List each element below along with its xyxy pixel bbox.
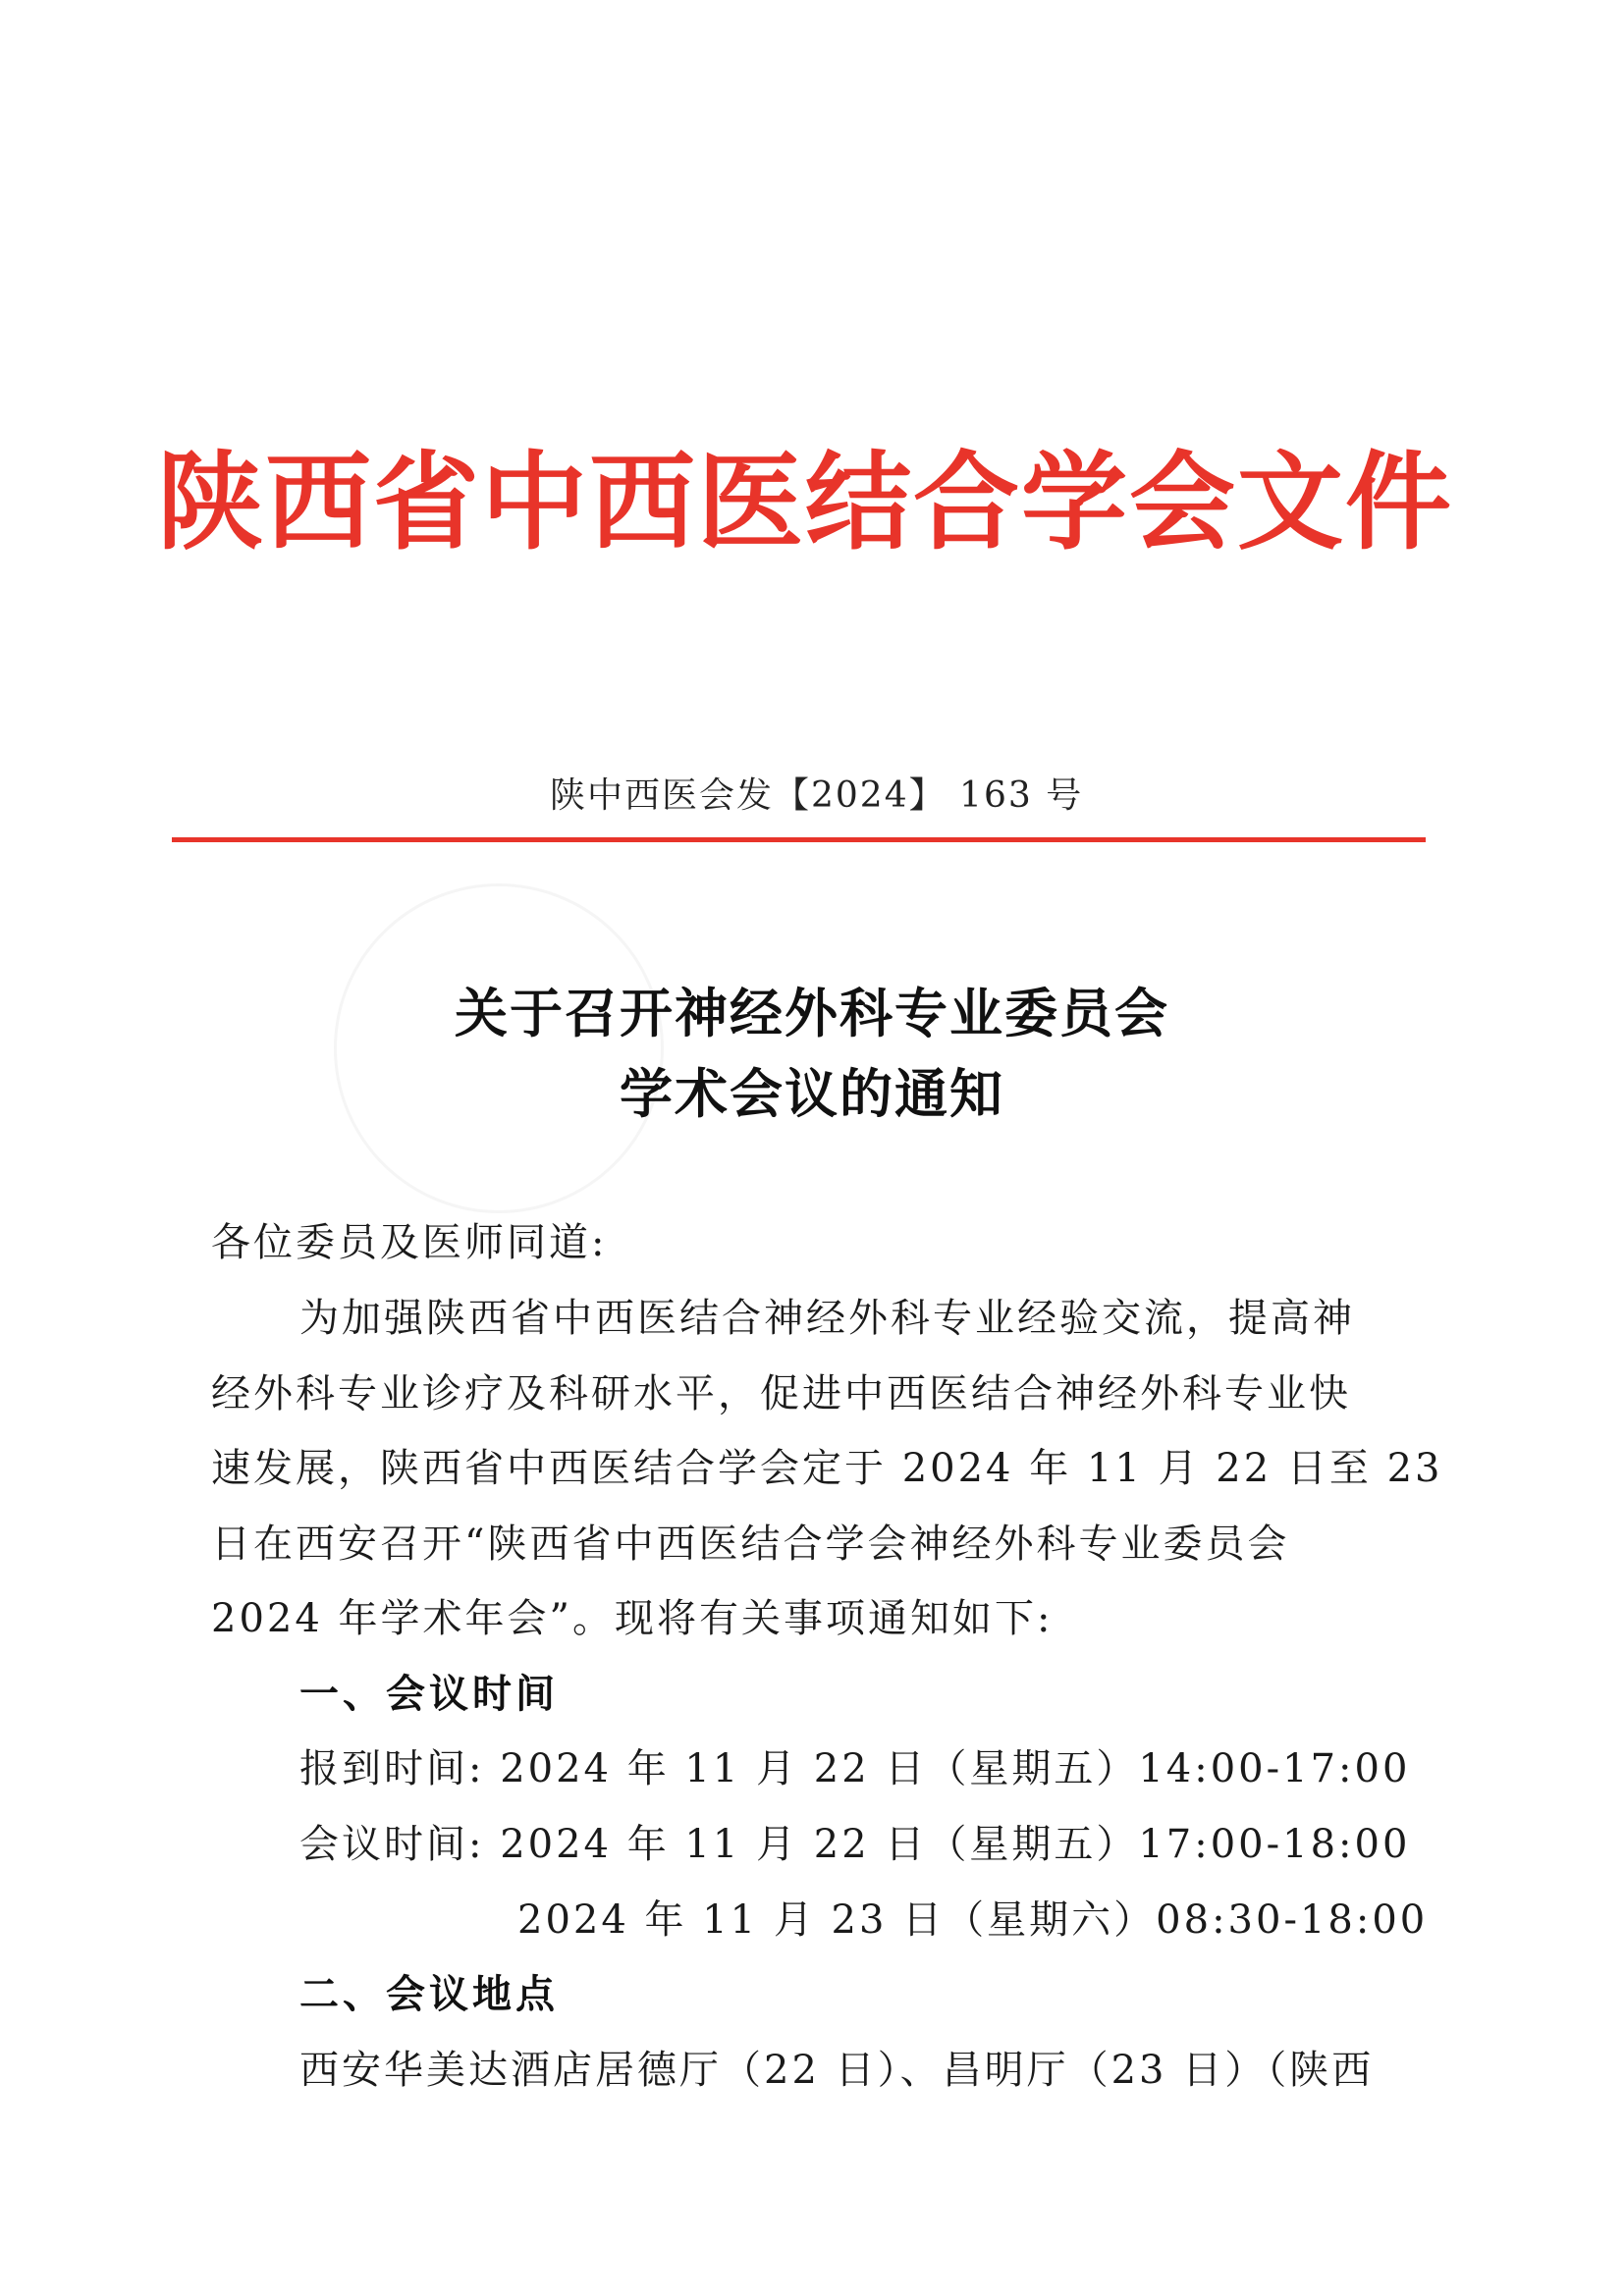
paragraph-line: 为加强陕西省中西医结合神经外科专业经验交流，提高神 (299, 1296, 1355, 1341)
faint-seal-stamp (334, 883, 664, 1213)
location-line: 西安华美达酒店居德厅（22 日）、昌明厅（23 日）（陕西 (299, 2048, 1375, 2093)
meeting-time-day1: 会议时间: 2024 年 11 月 22 日（星期五）17:00-18:00 (299, 1822, 1411, 1867)
paragraph-line: 经外科专业诊疗及科研水平，促进中西医结合神经外科专业快 (211, 1371, 1351, 1416)
notice-title-line2: 学术会议的通知 (620, 1062, 1004, 1125)
section-heading-time: 一、会议时间 (299, 1671, 559, 1717)
registration-time: 报到时间: 2024 年 11 月 22 日（星期五）14:00-17:00 (299, 1746, 1411, 1791)
meeting-time-day2: 2024 年 11 月 23 日（星期六）08:30-18:00 (517, 1897, 1429, 1943)
section-heading-location: 二、会议地点 (299, 1971, 559, 2017)
red-divider (172, 837, 1426, 842)
org-title: 陕西省中西医结合学会文件 (157, 441, 1454, 564)
doc-number: 陕中西医会发【2024】 163 号 (550, 775, 1084, 816)
paragraph-line: 速发展，陕西省中西医结合学会定于 2024 年 11 月 22 日至 23 (211, 1446, 1443, 1491)
greeting: 各位委员及医师同道: (211, 1220, 608, 1265)
paragraph-line: 日在西安召开“陕西省中西医结合学会神经外科专业委员会 (211, 1522, 1290, 1567)
paragraph-line: 2024 年学术年会”。现将有关事项通知如下: (211, 1596, 1054, 1641)
notice-title-line1: 关于召开神经外科专业委员会 (455, 982, 1169, 1044)
